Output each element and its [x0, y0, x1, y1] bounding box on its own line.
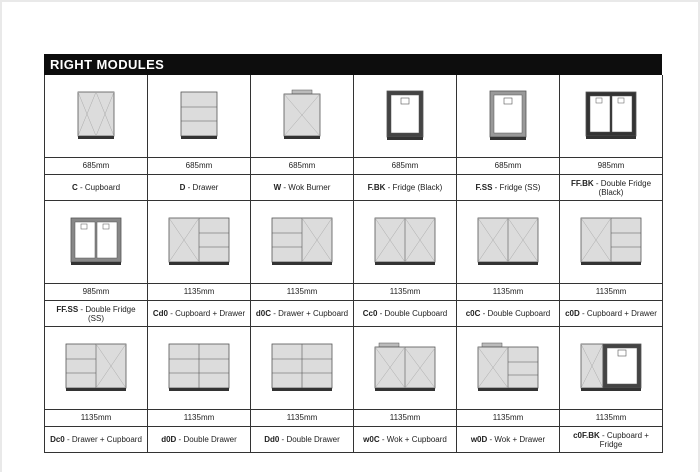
- module-code: w0C: [363, 435, 380, 444]
- module-code: c0F.BK: [573, 430, 600, 440]
- module-cell: [457, 327, 560, 453]
- module-cell: [148, 75, 251, 201]
- module-cell: [354, 201, 457, 327]
- module-size: 1135mm: [354, 283, 456, 300]
- module-code: c0C: [465, 309, 481, 318]
- drawer-icon: [148, 75, 250, 157]
- module-cell: [251, 327, 354, 453]
- module-code: F.BK: [367, 183, 386, 192]
- module-code: Dc0: [50, 435, 65, 444]
- double-drawer-icon: [251, 327, 353, 409]
- module-code: C: [71, 183, 78, 192]
- module-code: Cd0: [152, 309, 168, 318]
- module-cell: [45, 75, 148, 201]
- module-code: FF.SS: [56, 304, 79, 314]
- module-cell: [560, 75, 663, 201]
- cupboard-drawer-icon: [560, 201, 662, 283]
- module-code: d0D: [161, 435, 177, 444]
- module-label: FF.BK - Double Fridge (Black): [560, 174, 662, 200]
- section-title: RIGHT MODULES: [44, 54, 662, 75]
- modules-grid: [44, 75, 663, 453]
- module-code: d0C: [255, 309, 271, 318]
- module-size: 985mm: [560, 157, 662, 174]
- module-label: Cc0 - Double Cupboard: [354, 300, 456, 326]
- module-label: w0C - Wok + Cupboard: [354, 426, 456, 452]
- module-code: D: [179, 183, 186, 192]
- module-size: 1135mm: [148, 283, 250, 300]
- module-label: D - Drawer: [148, 174, 250, 200]
- module-size: 985mm: [45, 283, 147, 300]
- cupboard-fridge-icon: [560, 327, 662, 409]
- module-cell: [457, 201, 560, 327]
- module-cell: [251, 75, 354, 201]
- fridge-black-icon: [354, 75, 456, 157]
- double-cupboard-icon: [457, 201, 559, 283]
- cupboard-drawer-icon: [148, 201, 250, 283]
- module-label: w0D - Wok + Drawer: [457, 426, 559, 452]
- drawer-cupboard-icon: [45, 327, 147, 409]
- module-cell: [148, 327, 251, 453]
- wok-drawer-icon: [457, 327, 559, 409]
- double-cupboard-icon: [354, 201, 456, 283]
- module-code: Dd0: [264, 435, 280, 444]
- module-cell: [45, 201, 148, 327]
- module-size: 685mm: [354, 157, 456, 174]
- wok-burner-icon: [251, 75, 353, 157]
- module-size: 1135mm: [148, 409, 250, 426]
- module-size: 685mm: [251, 157, 353, 174]
- module-code: W: [273, 183, 282, 192]
- module-label: d0D - Double Drawer: [148, 426, 250, 452]
- module-cell: [251, 201, 354, 327]
- module-cell: [560, 201, 663, 327]
- module-cell: [148, 201, 251, 327]
- module-size: 1135mm: [560, 283, 662, 300]
- document-page: [2, 2, 698, 472]
- cupboard-icon: [45, 75, 147, 157]
- double-fridge-ss-icon: [45, 201, 147, 283]
- module-size: 685mm: [457, 157, 559, 174]
- module-code: F.SS: [475, 183, 493, 192]
- module-code: FF.BK: [570, 178, 594, 188]
- module-cell: [457, 75, 560, 201]
- module-code: Cc0: [362, 309, 378, 318]
- double-drawer-icon: [148, 327, 250, 409]
- fridge-ss-icon: [457, 75, 559, 157]
- module-cell: [560, 327, 663, 453]
- module-label: c0D - Cupboard + Drawer: [560, 300, 662, 326]
- module-size: 1135mm: [251, 409, 353, 426]
- module-label: Dd0 - Double Drawer: [251, 426, 353, 452]
- module-label: F.SS - Fridge (SS): [457, 174, 559, 200]
- module-cell: [354, 75, 457, 201]
- module-label: C - Cupboard: [45, 174, 147, 200]
- module-size: 1135mm: [251, 283, 353, 300]
- module-size: 1135mm: [457, 409, 559, 426]
- double-fridge-black-icon: [560, 75, 662, 157]
- module-label: W - Wok Burner: [251, 174, 353, 200]
- module-size: 1135mm: [354, 409, 456, 426]
- module-code: w0D: [470, 435, 488, 444]
- module-label: Cd0 - Cupboard + Drawer: [148, 300, 250, 326]
- module-label: c0F.BK - Cupboard + Fridge: [560, 426, 662, 452]
- module-label: FF.SS - Double Fridge (SS): [45, 300, 147, 326]
- module-code: c0D: [565, 309, 580, 318]
- module-label: d0C - Drawer + Cupboard: [251, 300, 353, 326]
- module-label: Dc0 - Drawer + Cupboard: [45, 426, 147, 452]
- module-size: 685mm: [148, 157, 250, 174]
- module-size: 685mm: [45, 157, 147, 174]
- module-cell: [45, 327, 148, 453]
- module-cell: [354, 327, 457, 453]
- module-label: c0C - Double Cupboard: [457, 300, 559, 326]
- module-size: 1135mm: [560, 409, 662, 426]
- module-size: 1135mm: [45, 409, 147, 426]
- wok-cupboard-icon: [354, 327, 456, 409]
- module-size: 1135mm: [457, 283, 559, 300]
- drawer-cupboard-icon: [251, 201, 353, 283]
- module-label: F.BK - Fridge (Black): [354, 174, 456, 200]
